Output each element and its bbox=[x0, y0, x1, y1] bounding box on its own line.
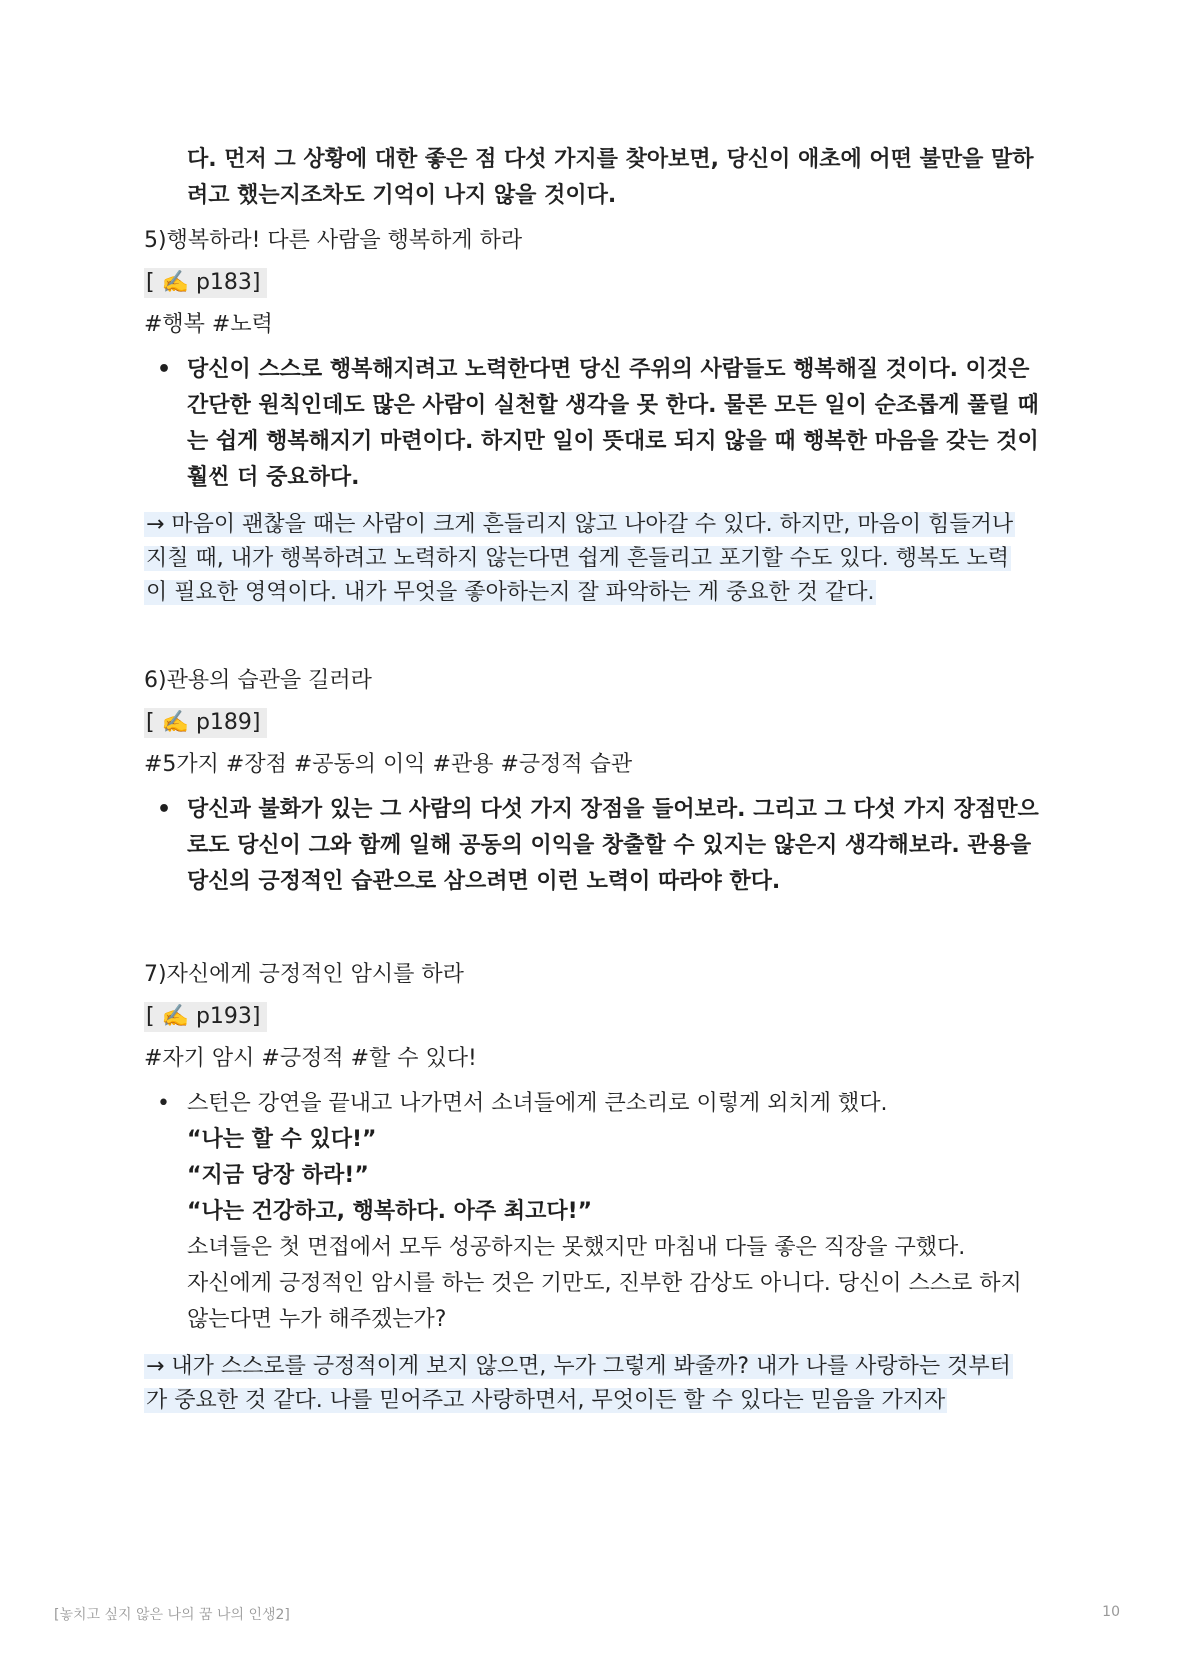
bullet-line: 간단한 원칙인데도 많은 사람이 실천할 생각을 못 한다. 물론 모든 일이 순조롭게 풀릴 때 bbox=[187, 393, 1039, 418]
reflection-note bbox=[144, 1350, 1049, 1418]
page-reference: [ ✍️ p183] bbox=[144, 268, 267, 298]
intro-line: 려고 했는지조차도 기억이 나지 않을 것이다. bbox=[187, 183, 617, 208]
bullet-icon: • bbox=[157, 357, 172, 382]
section-heading: 7)자신에게 긍정적인 암시를 하라 bbox=[144, 962, 464, 987]
note-line: → 내가 스스로를 긍정적이게 보지 않으면, 누가 그렇게 봐줄까? 내가 나를 사랑하는 것부터 bbox=[146, 1354, 1011, 1379]
reflection-note bbox=[144, 508, 1049, 610]
section-heading: 6)관용의 습관을 길러라 bbox=[144, 668, 372, 693]
bullet-line: 당신이 스스로 행복해지려고 노력한다면 당신 주위의 사람들도 행복해질 것이다. 이것은 bbox=[187, 357, 1030, 382]
intro-line: 다. 먼저 그 상황에 대한 좋은 점 다섯 가지를 찾아보면, 당신이 애초에 어떤 불만을 말하 bbox=[187, 147, 1034, 172]
page-number: 10 bbox=[1102, 1604, 1120, 1620]
section-5 bbox=[144, 224, 1049, 610]
bullet-icon: • bbox=[157, 797, 172, 822]
section-heading: 5)행복하라! 다른 사람을 행복하게 하라 bbox=[144, 228, 523, 253]
quote-line: “나는 할 수 있다!” bbox=[187, 1127, 377, 1152]
note-line: 지칠 때, 내가 행복하려고 노력하지 않는다면 쉽게 흔들리고 포기할 수도 있다. 행복도 노력 bbox=[146, 546, 1009, 571]
bullet-line: 소녀들은 첫 면접에서 모두 성공하지는 못했지만 마침내 다들 좋은 직장을 구했다. bbox=[187, 1235, 966, 1260]
footer-title: [놓치고 싶지 않은 나의 꿈 나의 인생2] bbox=[54, 1607, 290, 1623]
bullet-list bbox=[144, 352, 1049, 496]
bullet-line: 로도 당신이 그와 함께 일해 공동의 이익을 창출할 수 있지는 않은지 생각해보라. 관용을 bbox=[187, 833, 1032, 858]
bullet-icon: • bbox=[157, 1091, 170, 1116]
hashtags: #자기 암시 #긍정적 #할 수 있다! bbox=[144, 1046, 477, 1071]
list-item bbox=[144, 352, 1049, 496]
hashtags: #5가지 #장점 #공동의 이익 #관용 #긍정적 습관 bbox=[144, 752, 633, 777]
note-line: 가 중요한 것 같다. 나를 믿어주고 사랑하면서, 무엇이든 할 수 있다는 믿음을 가지자 bbox=[146, 1388, 946, 1413]
bullet-line: 훨씬 더 중요하다. bbox=[187, 465, 360, 490]
hashtags: #행복 #노력 bbox=[144, 312, 273, 337]
page-content bbox=[144, 142, 1049, 1418]
bullet-list bbox=[144, 1086, 1049, 1338]
bullet-line: 스턴은 강연을 끝내고 나가면서 소녀들에게 큰소리로 이렇게 외치게 했다. bbox=[187, 1091, 888, 1116]
list-item bbox=[144, 1086, 1049, 1338]
bullet-line: 는 쉽게 행복해지기 마련이다. 하지만 일이 뜻대로 되지 않을 때 행복한 마음을 갖는 것이 bbox=[187, 429, 1039, 454]
bullet-line: 당신과 불화가 있는 그 사람의 다섯 가지 장점을 들어보라. 그리고 그 다섯 가지 장점만으 bbox=[187, 797, 1039, 822]
page-reference: [ ✍️ p189] bbox=[144, 708, 267, 738]
quote-line: “지금 당장 하라!” bbox=[187, 1163, 369, 1188]
page-reference: [ ✍️ p193] bbox=[144, 1002, 267, 1032]
list-item bbox=[144, 792, 1049, 900]
note-line: → 마음이 괜찮을 때는 사람이 크게 흔들리지 않고 나아갈 수 있다. 하지만, 마음이 힘들거나 bbox=[146, 512, 1014, 537]
bullet-line: 않는다면 누가 해주겠는가? bbox=[187, 1307, 447, 1332]
bullet-list bbox=[144, 792, 1049, 900]
intro-paragraph bbox=[144, 142, 1049, 214]
bullet-line: 자신에게 긍정적인 암시를 하는 것은 기만도, 진부한 감상도 아니다. 당신이 스스로 하지 bbox=[187, 1271, 1022, 1296]
section-7 bbox=[144, 958, 1049, 1418]
note-line: 이 필요한 영역이다. 내가 무엇을 좋아하는지 잘 파악하는 게 중요한 것 같다. bbox=[146, 580, 875, 605]
quote-line: “나는 건강하고, 행복하다. 아주 최고다!” bbox=[187, 1199, 593, 1224]
section-6 bbox=[144, 664, 1049, 900]
bullet-line: 당신의 긍정적인 습관으로 삼으려면 이런 노력이 따라야 한다. bbox=[187, 869, 781, 894]
